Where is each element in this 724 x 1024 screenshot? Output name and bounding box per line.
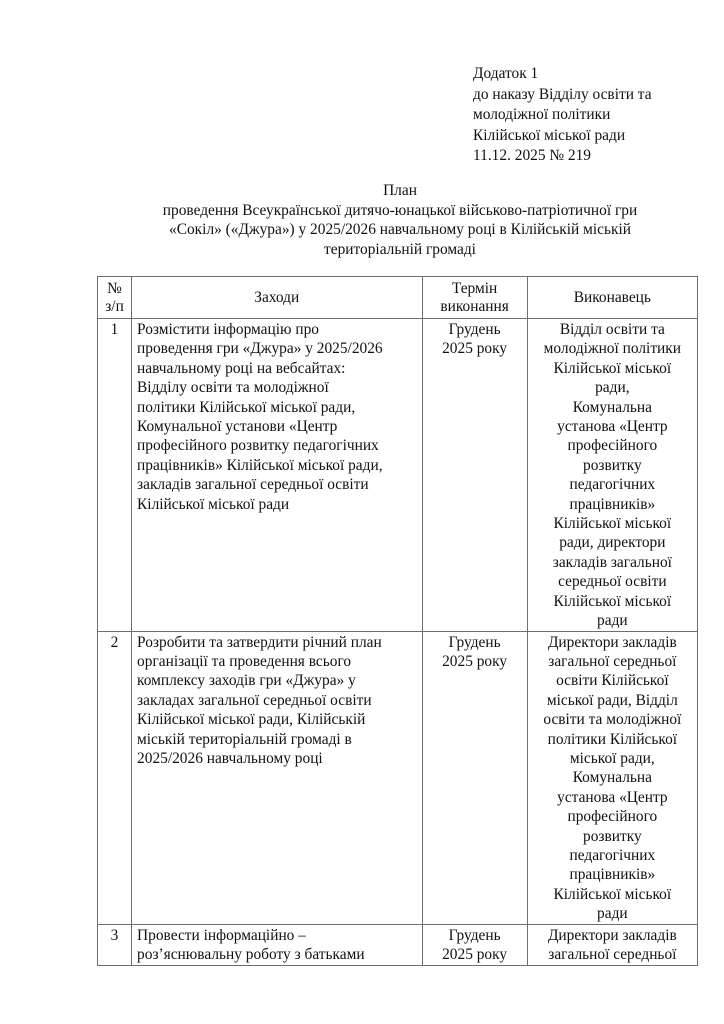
table-row	[98, 631, 698, 924]
cell-text-line: установа «Центр	[557, 418, 668, 436]
table-row	[98, 924, 698, 965]
cell-text-line: середньої освіти	[558, 573, 667, 591]
cell-text-line: Комунальна	[572, 398, 652, 416]
document-title	[100, 181, 700, 259]
cell-text-line: молодіжної політики	[543, 340, 681, 358]
row-measure	[132, 319, 422, 632]
appendix-line: до наказу Відділу освіти та	[473, 85, 652, 103]
cell-text-line: комплексу заходів гри «Джура» у	[137, 672, 356, 690]
appendix-line: молодіжної політики	[473, 106, 611, 123]
cell-text-line: Кілійської міської	[553, 515, 672, 533]
row-term	[422, 631, 527, 924]
cell-text-line: Комунальна	[572, 769, 652, 787]
cell-text-line: міської ради,	[569, 749, 655, 767]
table-row	[98, 319, 698, 632]
row-executor	[527, 319, 697, 632]
cell-text-line: закладів загальної	[552, 553, 672, 571]
cell-text-line: розвитку	[583, 456, 642, 474]
cell-text-line: закладів загальної середньої освіти	[137, 476, 369, 494]
cell-text-line: Грудень	[448, 926, 501, 944]
row-executor	[527, 631, 697, 924]
header-term-line: виконання	[440, 297, 509, 315]
cell-text-line: 2025 року	[442, 652, 508, 670]
cell-text-line: педагогічних	[569, 476, 656, 494]
table-header-row	[98, 277, 698, 319]
cell-text-line: Кілійської міської ради	[137, 495, 290, 513]
row-term	[422, 924, 527, 965]
row-measure	[132, 631, 422, 924]
cell-text-line: ради	[597, 612, 628, 630]
cell-text-line: роз’яснювальну роботу з батьками	[137, 946, 365, 963]
header-number-line: №	[107, 279, 122, 297]
cell-text-line: Відділу освіти та молодіжної	[137, 379, 329, 397]
cell-text-line: Директори закладів	[547, 633, 677, 651]
appendix-reference	[473, 64, 713, 167]
cell-text-line: ради, директори	[559, 534, 666, 552]
appendix-line: Кілійської міської ради	[473, 126, 626, 144]
header-number-line: з/п	[105, 297, 124, 315]
cell-text-line: освіти та молодіжної	[543, 711, 682, 729]
title-subtitle-line: проведення Всеукраїнської дитячо-юнацької військово-патріотичної гри	[162, 201, 638, 219]
cell-text-line: працівників» Кілійської міської ради,	[137, 456, 383, 474]
row-number: 2	[98, 631, 132, 924]
header-measures: Заходи	[132, 277, 422, 319]
header-term	[422, 277, 527, 319]
cell-text-line: професійного розвитку педагогічних	[137, 437, 379, 455]
cell-text-line: навчальному році на вебсайтах:	[137, 359, 346, 377]
cell-text-line: загальної середньої	[548, 946, 677, 963]
title-heading: План	[383, 182, 417, 199]
cell-text-line: Розробити та затвердити річний план	[137, 633, 382, 651]
row-number: 1	[98, 319, 132, 632]
cell-text-line: працівників»	[569, 866, 656, 884]
cell-text-line: працівників»	[569, 495, 656, 513]
cell-text-line: 2025 року	[442, 946, 508, 963]
cell-text-line: 2025 року	[442, 340, 508, 358]
appendix-line: Додаток 1	[473, 65, 539, 82]
cell-text-line: 2025/2026 навчальному році	[137, 749, 323, 767]
row-number: 3	[98, 924, 132, 965]
cell-text-line: Кілійської міської	[553, 592, 672, 610]
cell-text-line: Розмістити інформацію про	[137, 321, 319, 338]
plan-table	[97, 276, 698, 966]
row-measure	[132, 924, 422, 965]
cell-text-line: освіти Кілійської	[556, 672, 669, 690]
cell-text-line: міській територіальній громаді в	[137, 730, 352, 748]
cell-text-line: ради	[597, 905, 628, 923]
cell-text-line: Провести інформаційно –	[137, 926, 306, 944]
cell-text-line: Кілійської міської ради, Кілійській	[137, 711, 366, 729]
cell-text-line: Директори закладів	[547, 926, 677, 944]
cell-text-line: Комунальної установи «Центр	[137, 418, 338, 436]
cell-text-line: Грудень	[448, 633, 501, 651]
cell-text-line: міської ради, Відділ	[546, 691, 678, 709]
cell-text-line: Кілійської міської	[553, 359, 672, 377]
cell-text-line: Кілійської міської	[553, 885, 672, 903]
header-number	[98, 277, 132, 319]
header-executor: Виконавець	[527, 277, 697, 319]
cell-text-line: організації та проведення всього	[137, 652, 352, 670]
cell-text-line: загальної середньої	[548, 652, 677, 670]
row-term	[422, 319, 527, 632]
cell-text-line: професійного	[567, 437, 658, 455]
cell-text-line: Відділ освіти та	[559, 321, 665, 338]
row-executor	[527, 924, 697, 965]
title-subtitle-line: «Сокіл» («Джура») у 2025/2026 навчальному році в Кілійській міській	[169, 221, 631, 239]
cell-text-line: політики Кілійської	[547, 730, 678, 748]
title-subtitle-line: територіальній громаді	[324, 240, 476, 258]
header-term-line: Термін	[451, 279, 498, 297]
cell-text-line: ради,	[595, 379, 630, 397]
cell-text-line: політики Кілійської міської ради,	[137, 398, 356, 416]
order-date-number: 11.12. 2025 № 219	[473, 147, 591, 164]
cell-text-line: професійного	[567, 808, 658, 826]
cell-text-line: педагогічних	[569, 846, 656, 864]
cell-text-line: розвитку	[583, 827, 642, 845]
cell-text-line: установа «Центр	[557, 788, 668, 806]
cell-text-line: Грудень	[448, 321, 501, 338]
cell-text-line: проведення гри «Джура» у 2025/2026	[137, 340, 383, 358]
cell-text-line: закладах загальної середньої освіти	[137, 691, 372, 709]
